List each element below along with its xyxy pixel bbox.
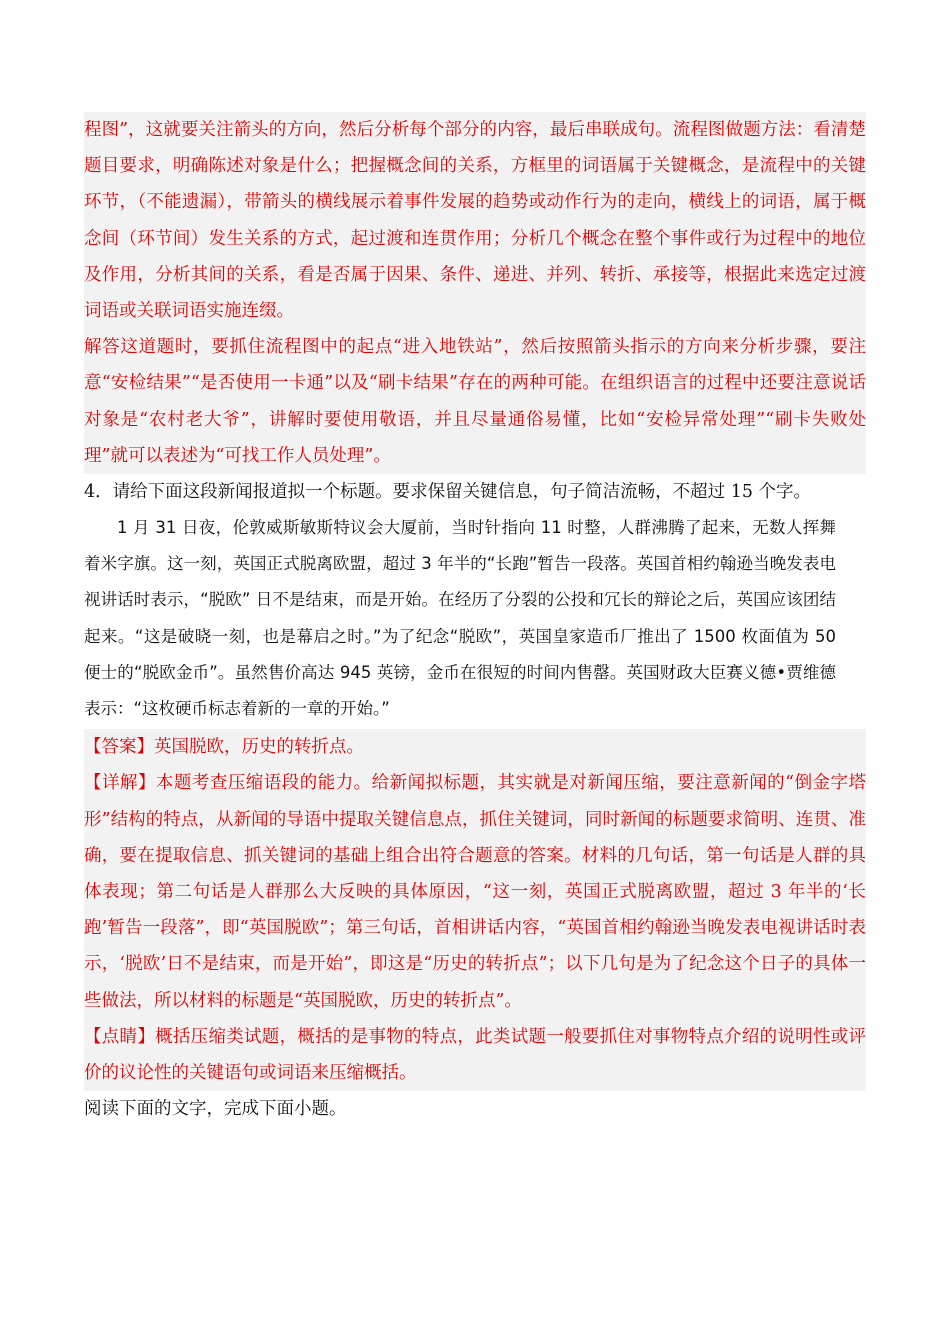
tip-text: 概括压缩类试题，概括的是事物的特点，此类试题一般要抓住对事物特点介绍的说明性或评价的议论性的关键语句或词语来压缩概括。 (84, 1026, 867, 1084)
answer-block (84, 729, 866, 1091)
news-passage: 1 月 31 日夜，伦敦威斯敏斯特议会大厦前，当时针指向 11 时整，人群沸腾了起来，无数人挥舞着米字旗。这一刻，英国正式脱离欧盟，超过 3 年半的“长跑”暂告一段落。英国首相约翰逊当晚发表电视讲话时表示，“脱欧” 日不是结束，而是开始。在经历了分裂的公投和冗长的辩论之后，英国应该团结起来。“这是破晓一刻，也是幕启之时。”为了纪念“脱欧”，英国皇家造币厂推出了 1500 枚面值为 50 便士的“脱欧金币”。虽然售价高达 945 英镑，金币在很短的时间内售罄。英国财政大臣赛义德•贾维德表示：“这枚硬币标志着新的一章的开始。” (84, 518, 836, 719)
tip-paragraph (84, 1019, 866, 1091)
next-instruction: 阅读下面的文字，完成下面小题。 (84, 1099, 347, 1120)
detail-tag: 【详解】 (84, 773, 156, 794)
document-page (84, 112, 866, 1127)
explanation-paragraph-1: 程图”，这就要关注箭头的方向，然后分析每个部分的内容，最后串联成句。流程图做题方法：看清楚题目要求，明确陈述对象是什么；把握概念间的关系，方框里的词语属于关键概念，是流程中的关键环节，（不能遗漏），带箭头的横线展示着事件发展的趋势或动作行为的走向，横线上的词语，属于概念间（环节间）发生关系的方式，起过渡和连贯作用；分析几个概念在整个事件或行为过程中的地位及作用，分析其间的关系，看是否属于因果、条件、递进、并列、转折、承接等，根据此来选定过渡词语或关联词语实施连缀。 (84, 120, 866, 322)
answer-tag: 【答案】 (84, 737, 154, 758)
detail-paragraph (84, 765, 866, 1018)
previous-explanation-block (84, 112, 866, 474)
answer-text: 英国脱欧，历史的转折点。 (154, 737, 364, 758)
question-4-prompt: 4．请给下面这段新闻报道拟一个标题。要求保留关键信息，句子简洁流畅，不超过 15 个字。 (84, 482, 812, 503)
detail-text: 本题考查压缩语段的能力。给新闻拟标题，其实就是对新闻压缩，要注意新闻的“倒金字塔形”结构的特点，从新闻的导语中提取关键信息点，抓住关键词，同时新闻的标题要求简明、连贯、准确，要在提取信息、抓关键词的基础上组合出符合题意的答案。材料的几句话，第一句话是人群的具体表现；第二句话是人群那么大反映的具体原因，“这一刻，英国正式脱离欧盟，超过 3 年半的‘长跑’暂告一段落”，即“英国脱欧”；第三句话，首相讲话内容，“英国首相约翰逊当晚发表电视讲话时表示，‘脱欧’日不是结束，而是开始”，即这是“历史的转折点”；以下几句是为了纪念这个日子的具体一些做法，所以材料的标题是“英国脱欧，历史的转折点”。 (84, 773, 867, 1011)
answer-line (84, 729, 866, 765)
tip-tag: 【点睛】 (84, 1026, 156, 1047)
explanation-paragraph-2: 解答这道题时，要抓住流程图中的起点“进入地铁站”，然后按照箭头指示的方向来分析步骤，要注意“安检结果”“是否使用一卡通”以及“刷卡结果”存在的两种可能。在组织语言的过程中还要注意说话对象是“农村老大爷”，讲解时要使用敬语，并且尽量通俗易懂，比如“安检异常处理”“刷卡失败处理”就可以表述为“可找工作人员处理”。 (84, 337, 866, 466)
